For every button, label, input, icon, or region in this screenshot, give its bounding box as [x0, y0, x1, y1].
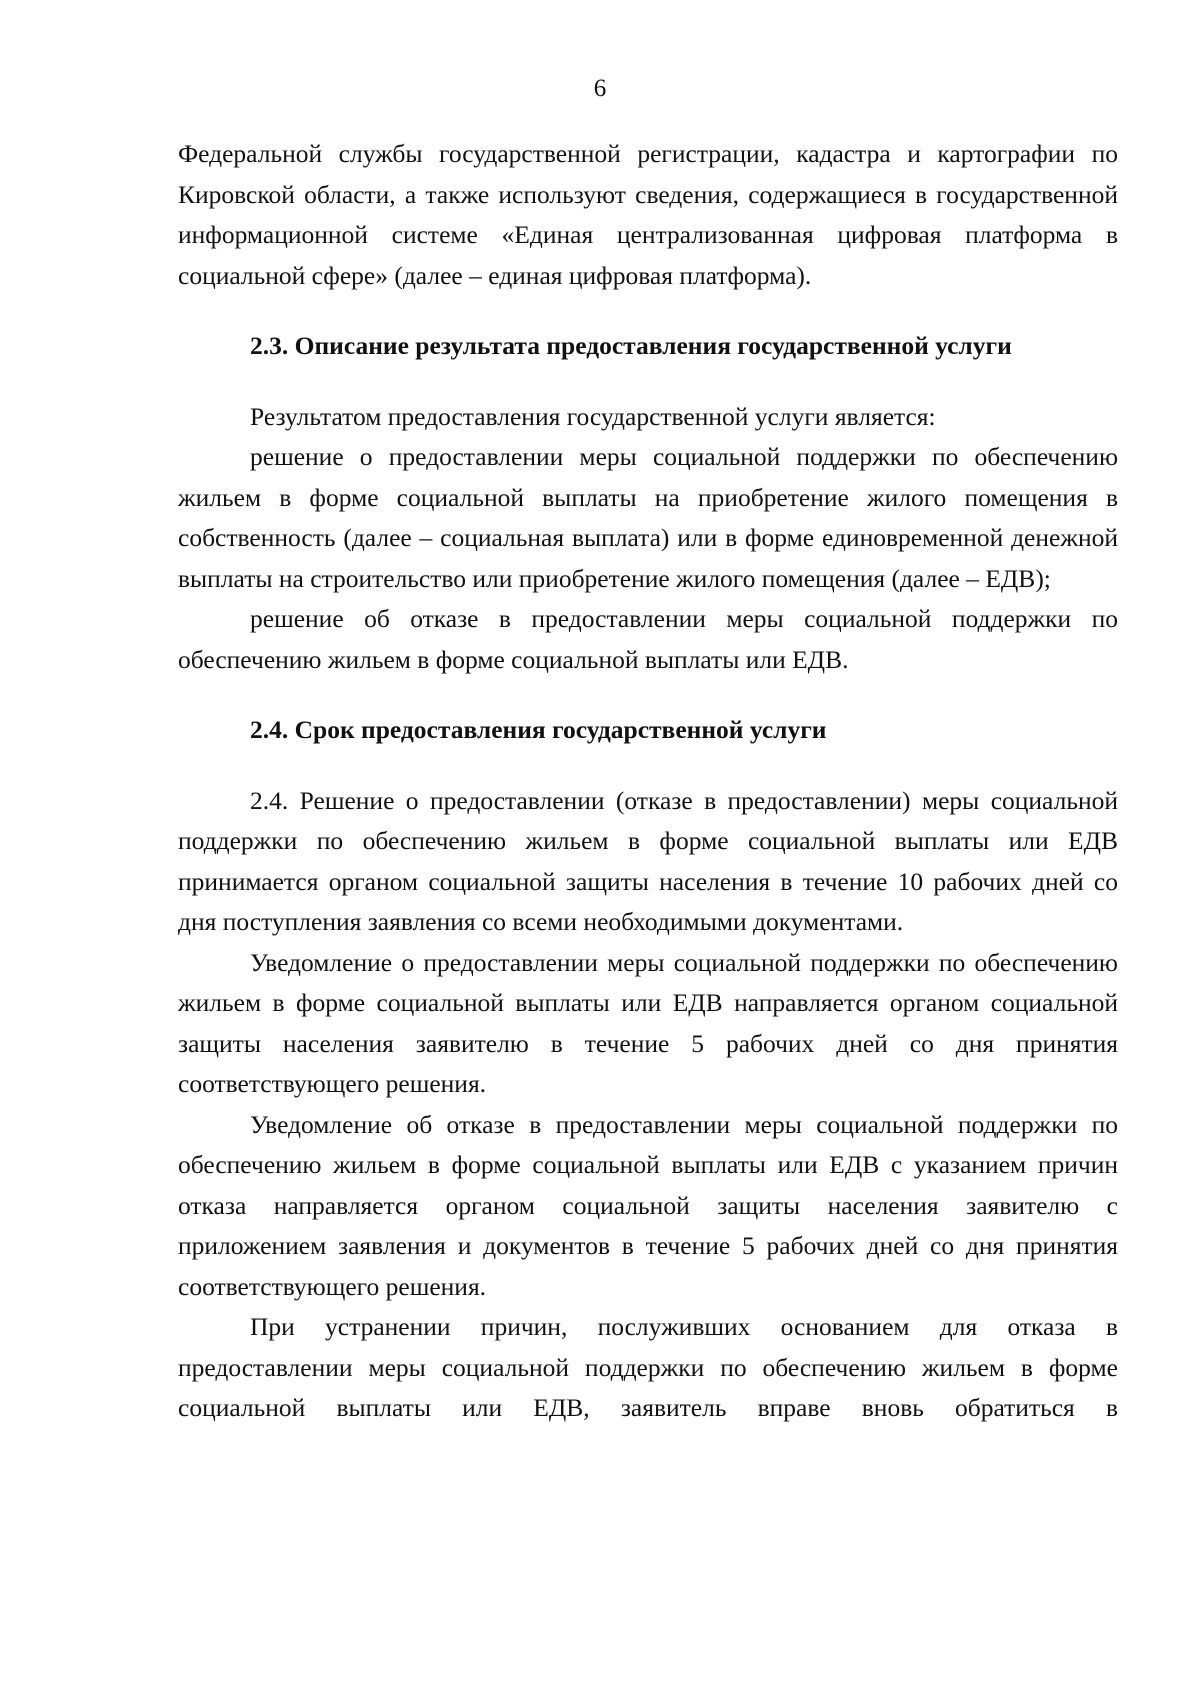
paragraph-term-decision: 2.4. Решение о предоставлении (отказе в предоставлении) меры социальной поддержки по обеспечению жильем в форме социальной выплаты или ЕДВ принимается органом социальной защиты населения в течение 10 рабочих дней со дня поступления заявления со всеми необходимыми документами.	[178, 785, 1118, 936]
paragraph-result-intro: Результатом предоставления государственной услуги является:	[250, 401, 936, 431]
paragraph-notification-refuse: Уведомление об отказе в предоставлении меры социальной поддержки по обеспечению жильем в форме социальной выплаты или ЕДВ с указанием причин отказа направляется органом социальной защиты населения заявителю с приложением заявления и документов в течение 5 рабочих дней со дня принятия соответствующего решения.	[178, 1109, 1118, 1301]
paragraph-result-decision-refuse: решение об отказе в предоставлении меры социальной поддержки по обеспечению жильем в форме социальной выплаты или ЕДВ.	[178, 604, 1118, 674]
page-number: 6	[593, 75, 607, 102]
paragraph-result-decision-grant: решение о предоставлении меры социальной поддержки по обеспечению жильем в форме социальной выплаты на приобретение жилого помещения в собственность (далее – социальная выплата) или в форме единовременной денежной выплаты на строительство или приобретение жилого помещения (далее – ЕДВ);	[178, 442, 1118, 593]
paragraph-notification-grant: Уведомление о предоставлении меры социальной поддержки по обеспечению жильем в форме социальной выплаты или ЕДВ направляется органом социальной защиты населения заявителю в течение 5 рабочих дней со дня принятия соответствующего решения.	[178, 947, 1118, 1098]
paragraph-reapply: При устранении причин, послуживших основанием для отказа в предоставлении меры социальной поддержки по обеспечению жильем в форме социальной выплаты или ЕДВ, заявитель вправе вновь обратиться в	[178, 1312, 1118, 1422]
document-body	[178, 134, 1118, 1429]
section-heading-2-4: 2.4. Срок предоставления государственной услуги	[250, 715, 827, 744]
section-heading-2-3: 2.3. Описание результата предоставления государственной услуги	[250, 331, 1012, 360]
paragraph-intro: Федеральной службы государственной регистрации, кадастра и картографии по Кировской области, а также используют сведения, содержащиеся в государственной информационной системе «Единая централизованная цифровая платформа в социальной сфере» (далее – единая цифровая платформа).	[178, 139, 1118, 290]
